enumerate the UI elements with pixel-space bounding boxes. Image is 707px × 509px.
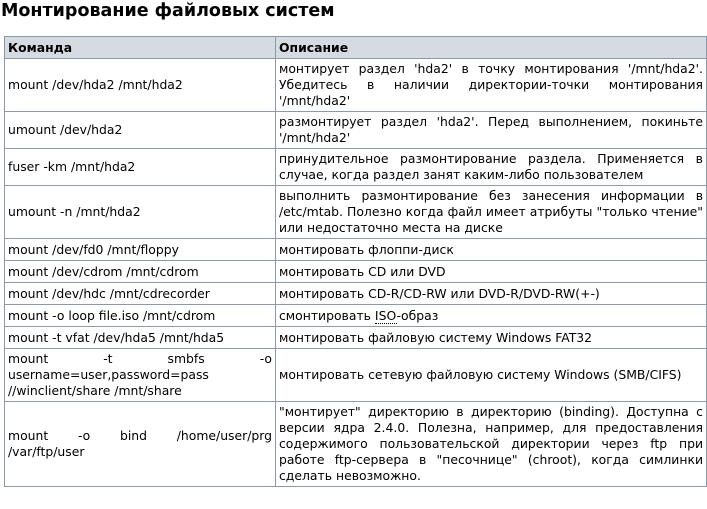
commands-table [4, 36, 707, 487]
table-row [5, 149, 707, 186]
column-header-description: Описание [276, 37, 707, 59]
command-cell: mount -o bind /home/user/prg /var/ftp/user [5, 402, 276, 487]
description-cell: выполнить размонтирование без занесения информации в /etc/mtab. Полезно когда файл имеет атрибуты "только чтение" или недостаточно места на диске [276, 186, 707, 239]
command-cell: fuser -km /mnt/hda2 [5, 149, 276, 186]
description-cell: монтировать CD или DVD [276, 261, 707, 283]
description-text: смонтировать [279, 307, 375, 323]
description-cell [276, 305, 707, 327]
table-row [5, 283, 707, 305]
iso-abbreviation: ISO [374, 307, 397, 323]
description-cell: монтирует раздел 'hda2' в точку монтирования '/mnt/hda2'. Убедитесь в наличии директории-точки монтирования '/mnt/hda2' [276, 59, 707, 112]
command-cell: mount /dev/cdrom /mnt/cdrom [5, 261, 276, 283]
table-row [5, 239, 707, 261]
table-row [5, 305, 707, 327]
command-cell: mount -t vfat /dev/hda5 /mnt/hda5 [5, 327, 276, 349]
description-cell: монтировать сетевую файловую систему Windows (SMB/CIFS) [276, 349, 707, 402]
description-cell: монтировать файловую систему Windows FAT32 [276, 327, 707, 349]
description-cell: принудительное размонтирование раздела. Применяется в случае, когда раздел занят каким-либо пользователем [276, 149, 707, 186]
table-row [5, 349, 707, 402]
description-text: -образ [396, 307, 439, 323]
command-cell: mount /dev/hda2 /mnt/hda2 [5, 59, 276, 112]
command-cell: mount -t smbfs -o username=user,password=pass //winclient/share /mnt/share [5, 349, 276, 402]
description-cell: "монтирует" директорию в директорию (binding). Доступна с версии ядра 2.4.0. Полезна, например, для предоставления содержимого пользовательской директории через ftp при работе ftp-сервера в "песочнице" (chroot), когда симлинки сделать невозможно. [276, 402, 707, 487]
page-title: Монтирование файловых систем [1, 1, 335, 21]
command-cell: mount -o loop file.iso /mnt/cdrom [5, 305, 276, 327]
column-header-command: Команда [5, 37, 276, 59]
command-cell: umount -n /mnt/hda2 [5, 186, 276, 239]
command-cell: mount /dev/fd0 /mnt/floppy [5, 239, 276, 261]
table-row [5, 186, 707, 239]
command-cell: mount /dev/hdc /mnt/cdrecorder [5, 283, 276, 305]
table-row [5, 402, 707, 487]
table-row [5, 59, 707, 112]
command-cell: umount /dev/hda2 [5, 112, 276, 149]
description-cell: размонтирует раздел 'hda2'. Перед выполнением, покиньте '/mnt/hda2' [276, 112, 707, 149]
description-cell: монтировать CD-R/CD-RW или DVD-R/DVD-RW(+-) [276, 283, 707, 305]
table-row [5, 327, 707, 349]
table-row [5, 112, 707, 149]
table-row [5, 261, 707, 283]
table-header-row [5, 37, 707, 59]
description-cell: монтировать флоппи-диск [276, 239, 707, 261]
